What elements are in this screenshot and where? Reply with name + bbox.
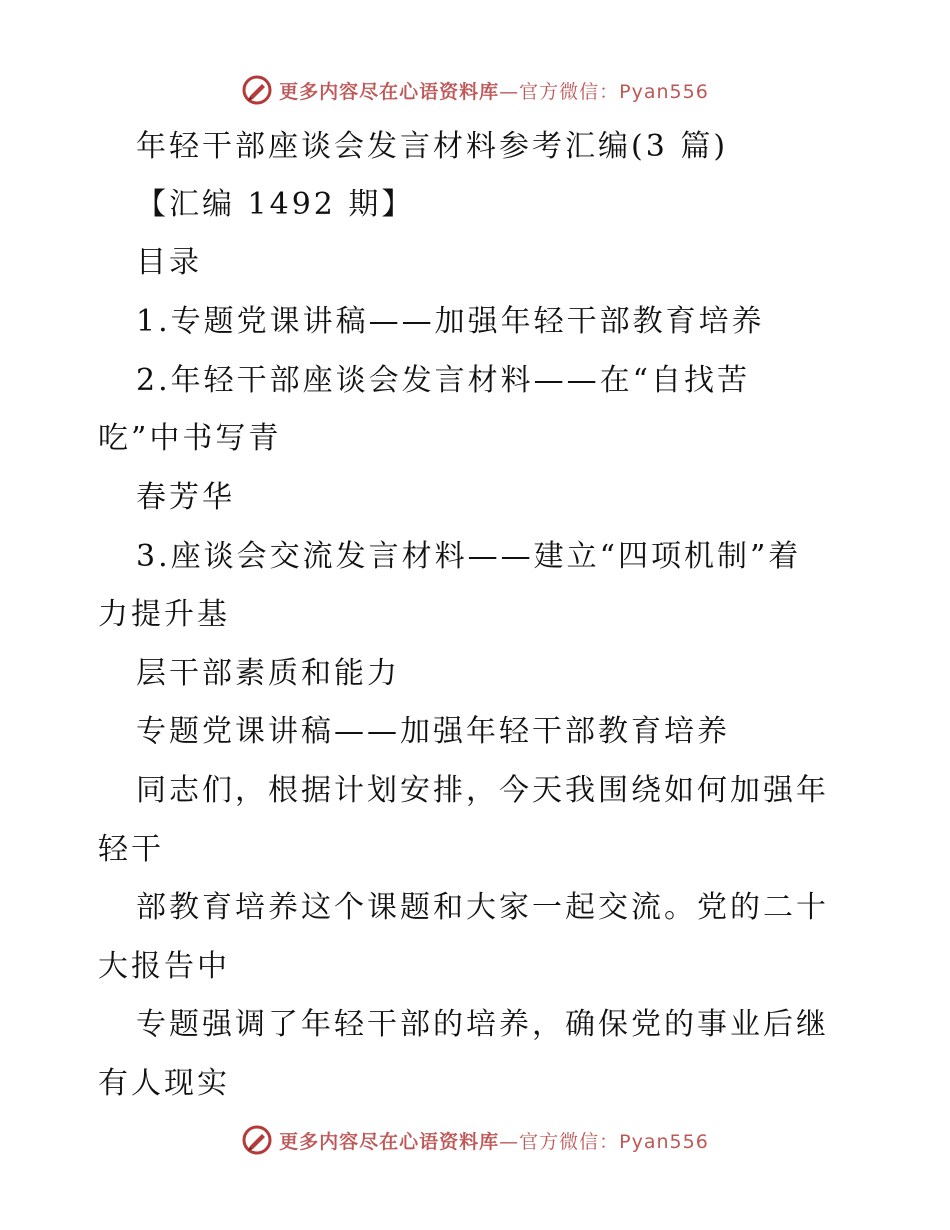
watermark-text: 更多内容尽在心语资料库—官方微信：Pyan556: [279, 80, 709, 103]
document-title: 年轻干部座谈会发言材料参考汇编(3 篇): [136, 129, 729, 164]
section-title: 专题党课讲稿——加强年轻干部教育培养: [136, 714, 730, 749]
paragraph-line: 专题强调了年轻干部的培养，确保党的事业后继: [136, 1007, 829, 1042]
paragraph-line: 同志们，根据计划安排，今天我围绕如何加强年: [136, 773, 829, 808]
toc-item-2-line-3: 春芳华: [136, 480, 235, 515]
toc-item-3-line-3: 层干部素质和能力: [136, 656, 400, 691]
paragraph-line: 部教育培养这个课题和大家一起交流。党的二十: [136, 890, 829, 925]
watermark-banner-bottom: [0, 1120, 950, 1160]
toc-item-1: 1.专题党课讲稿——加强年轻干部教育培养: [136, 304, 765, 339]
pen-seal-logo-icon: [241, 1124, 273, 1156]
paragraph-line: 大报告中: [98, 949, 230, 984]
issue-number: 【汇编 1492 期】: [136, 187, 415, 222]
paragraph-line: 轻干: [98, 832, 164, 867]
toc-item-3-line-2: 力提升基: [98, 597, 230, 632]
toc-item-2-line-1: 2.年轻干部座谈会发言材料——在“自找苦: [136, 363, 750, 398]
watermark-banner-top: [0, 70, 950, 110]
toc-item-3-line-1: 3.座谈会交流发言材料——建立“四项机制”着: [136, 539, 802, 574]
watermark-text: 更多内容尽在心语资料库—官方微信：Pyan556: [279, 1130, 709, 1153]
toc-item-2-line-2: 吃”中书写青: [98, 421, 282, 456]
pen-seal-logo-icon: [241, 74, 273, 106]
paragraph-line: 有人现实: [98, 1066, 230, 1101]
toc-heading: 目录: [136, 245, 202, 280]
